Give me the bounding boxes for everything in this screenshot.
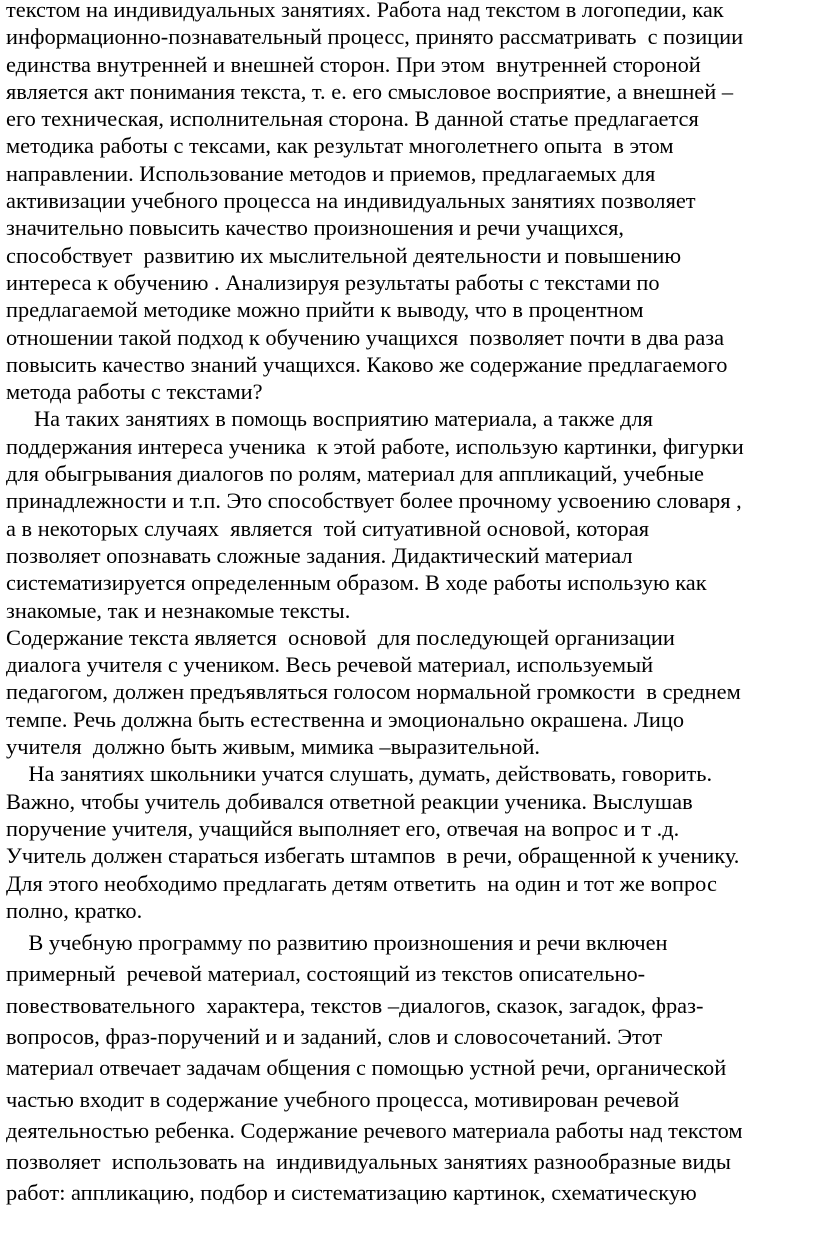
text-line: информационно-познавательный процесс, принято рассматривать с позиции <box>6 24 744 50</box>
text-line: позволяет опознавать сложные задания. Дидактический материал <box>6 542 633 568</box>
text-line: полно, кратко. <box>6 897 143 923</box>
text-line: работ: аппликацию, подбор и систематизацию картинок, схематическую <box>6 1180 697 1206</box>
paragraph-2 <box>6 405 812 623</box>
paragraph-4 <box>6 760 812 924</box>
paragraph-3 <box>6 624 812 760</box>
text-line: педагогом, должен предъявляться голосом нормальной громкости в среднем <box>6 679 741 705</box>
text-line: предлагаемой методике можно прийти к выводу, что в процентном <box>6 297 644 323</box>
text-line: знакомые, так и незнакомые тексты. <box>6 597 351 623</box>
text-line: активизации учебного процесса на индивидуальных занятиях позволяет <box>6 188 696 214</box>
text-line: его техническая, исполнительная сторона. В данной статье предлагается <box>6 106 699 132</box>
text-line: интереса к обучению . Анализируя результаты работы с текстами по <box>6 269 660 295</box>
text-line: поручение учителя, учащийся выполняет его, отвечая на вопрос и т .д. <box>6 815 680 841</box>
text-line: На таких занятиях в помощь восприятию материала, а также для <box>6 406 653 432</box>
text-line: отношении такой подход к обучению учащихся позволяет почти в два раза <box>6 324 725 350</box>
text-line: вопросов, фраз-поручений и и заданий, слов и словосочетаний. Этот <box>6 1023 663 1049</box>
text-line: значительно повысить качество произношения и речи учащихся, <box>6 215 624 241</box>
text-line: для обыгрывания диалогов по ролям, материал для аппликаций, учебные <box>6 461 704 487</box>
text-line: Важно, чтобы учитель добивался ответной реакции ученика. Выслушав <box>6 788 693 814</box>
text-line: повествовательного характера, текстов –диалогов, сказок, загадок, фраз- <box>6 992 704 1018</box>
text-line: единства внутренней и внешней сторон. При этом внутренней стороной <box>6 51 701 77</box>
text-line: Учитель должен стараться избегать штампов в речи, обращенной к ученику. <box>6 843 740 869</box>
text-line: диалога учителя с учеником. Весь речевой материал, используемый <box>6 652 654 678</box>
text-line: принадлежности и т.п. Это способствует более прочному усвоению словаря , <box>6 488 742 514</box>
document-page <box>6 0 812 1209</box>
text-line: позволяет использовать на индивидуальных занятиях разнообразные виды <box>6 1149 731 1175</box>
paragraph-1 <box>6 0 812 405</box>
text-line: систематизируется определенным образом. В ходе работы использую как <box>6 570 707 596</box>
text-line: повысить качество знаний учащихся. Каково же содержание предлагаемого <box>6 351 728 377</box>
text-line: В учебную программу по развитию произношения и речи включен <box>6 930 668 956</box>
text-line: материал отвечает задачам общения с помощью устной речи, органической <box>6 1055 727 1081</box>
text-line: метода работы с текстами? <box>6 379 263 405</box>
text-line: способствует развитию их мыслительной деятельности и повышению <box>6 242 682 268</box>
text-line: частью входит в содержание учебного процесса, мотивирован речевой <box>6 1086 680 1112</box>
text-line: примерный речевой материал, состоящий из текстов описательно- <box>6 961 646 987</box>
paragraph-5 <box>6 927 812 1209</box>
text-line: учителя должно быть живым, мимика –выразительной. <box>6 734 541 760</box>
text-line: Для этого необходимо предлагать детям ответить на один и тот же вопрос <box>6 870 717 896</box>
text-line: а в некоторых случаях является той ситуативной основой, которая <box>6 515 650 541</box>
text-line: направлении. Использование методов и приемов, предлагаемых для <box>6 160 656 186</box>
text-line: текстом на индивидуальных занятиях. Работа над текстом в логопедии, как <box>6 0 724 22</box>
text-line: На занятиях школьники учатся слушать, думать, действовать, говорить. <box>6 761 713 787</box>
text-line: деятельностью ребенка. Содержание речевого материала работы над текстом <box>6 1117 743 1143</box>
text-line: является акт понимания текста, т. е. его смысловое восприятие, а внешней – <box>6 78 734 104</box>
text-line: Содержание текста является основой для последующей организации <box>6 624 675 650</box>
text-line: методика работы с тексами, как результат многолетнего опыта в этом <box>6 133 674 159</box>
text-line: поддержания интереса ученика к этой работе, использую картинки, фигурки <box>6 433 744 459</box>
text-line: темпе. Речь должна быть естественна и эмоционально окрашена. Лицо <box>6 706 685 732</box>
